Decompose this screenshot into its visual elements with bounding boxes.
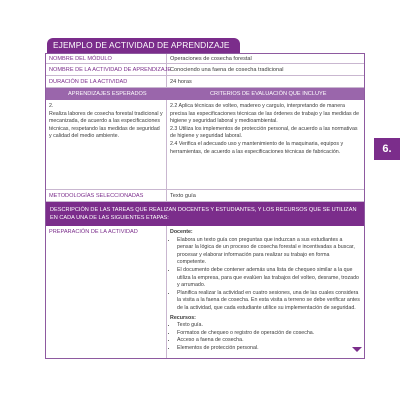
learning-header [46,88,364,100]
preparacion-label: PREPARACIÓN DE LA ACTIVIDAD [49,229,138,235]
continue-arrow-icon [352,347,362,352]
criterio-item: 2.4 Verifica el adecuado uso y mantenimiento de la maquinaria, equipos y herramientas, de acuerdo a las especificaciones técnicas de fabricación. [170,140,344,155]
docente-item: • El documento debe contener además una lista de chequeo similar a la que utiliza la empresa, para que evalúen las trabajos del volteo, desrame, trozado y arrumado. [177,267,360,290]
aprendizaje-block [49,103,163,141]
section-badge: 6. [374,138,400,160]
sheet-title: EJEMPLO DE ACTIVIDAD DE APRENDIZAJE [47,38,240,53]
recursos-heading: Recursos: [170,314,196,321]
criterio-item: 2.3 Utiliza los implementos de protección personal, de acuerdo a las normativas de higiene y seguridad laboral. [170,125,358,140]
activity-name-label: NOMBRE DE LA ACTIVIDAD DE APRENDIZAJE [49,67,172,73]
recurso-item: • Formatos de chequeo o registro de operación de cosecha. [177,330,360,338]
docente-item: • Elabora un texto guía con preguntas que induzcan a sus estudiantes a pensar la lógica de un proceso de cosecha forestal e incentivadas a buscar, procesar y elaborar información para realizar su trabajo en forma competente. [177,237,360,267]
metodologias-value: Texto guía [170,193,196,199]
recursos-list [170,322,360,352]
recurso-item: • Elementos de protección personal. [177,345,360,353]
activity-sheet [45,38,365,358]
activity-table [45,53,365,359]
row-preparacion [46,226,364,358]
row-module [46,54,364,64]
docente-item: • Planifica realizar la actividad en cuatro sesiones, una de las cuales considera la visita a la faena de cosecha. En esta visita a terreno se debe verificar antes de la actividad, que cada estudiante utilice su implementación de seguridad. [177,290,360,313]
recurso-item: • Acceso a faena de cosecha. [177,337,360,345]
module-value: Operaciones de cosecha forestal [170,56,252,62]
row-activity-name [46,64,364,76]
duration-label: DURACIÓN DE LA ACTIVIDAD [49,79,128,85]
duration-value: 24 horas [170,79,192,85]
docente-heading: Docente: [170,229,193,235]
docente-list [170,237,360,313]
aprendizaje-number: 2. [49,103,54,109]
row-duration [46,76,364,88]
module-label: NOMBRE DEL MÓDULO [49,56,112,62]
criterio-item: 2.2 Aplica técnicas de volteo, madereo y carguío, interpretando de manera precisa las especificaciones técnicas de las órdenes de trabajo y las medidas de higiene y seguridad laboral y medioambiental. [170,103,360,125]
header-aprendizajes: APRENDIZAJES ESPERADOS [68,91,147,97]
row-metodologias [46,190,364,202]
description-bar: DESCRIPCIÓN DE LAS TAREAS QUE REALIZAN DOCENTES Y ESTUDIANTES, Y LOS RECURSOS QUE SE UTILIZAN EN CADA UNA DE LAS SIGUIENTES ETAPAS: [46,202,364,226]
metodologias-label: METODOLOGÍAS SELECCIONADAS [49,193,144,199]
preparacion-content [170,229,360,353]
criterios-block [170,103,360,156]
row-learning [46,100,364,190]
activity-name-value: Conociendo una faena de cosecha tradicional [170,67,284,73]
header-criterios: CRITERIOS DE EVALUACIÓN QUE INCLUYE [210,91,327,97]
recurso-item: • Texto guía. [177,322,360,330]
aprendizaje-text: Realiza labores de cosecha forestal tradicional y mecanizada, de acuerdo a las especificaciones técnicas, respetando las medidas de seguridad y calidad del medio ambiente. [49,110,163,140]
